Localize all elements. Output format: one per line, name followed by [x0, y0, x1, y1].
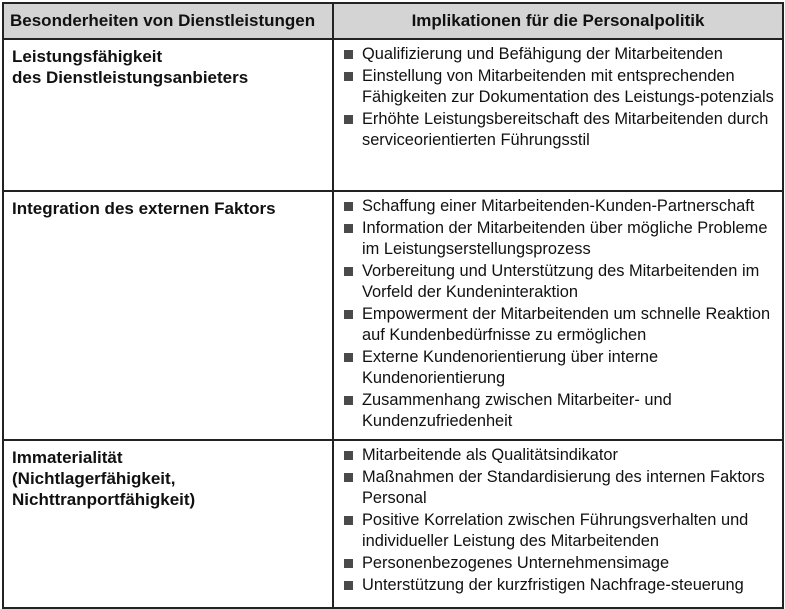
list-item	[342, 218, 776, 260]
list-item-text: Empowerment der Mitarbeitenden um schnelle Reaktion auf Kundenbedürfnisse zu ermöglichen	[362, 305, 771, 344]
list-item-text: Zusammenhang zwischen Mitarbeiter- und Kundenzufriedenheit	[362, 391, 672, 430]
list-item-text: Maßnahmen der Standardisierung des internen Faktors Personal	[362, 468, 765, 507]
feature-cell: Leistungsfähigkeit des Dienstleistungsanbieters	[3, 39, 333, 191]
feature-cell: Integration des externen Faktors	[3, 191, 333, 440]
feature-cell: Immaterialität (Nichtlagerfähigkeit, Nichttranportfähigkeit)	[3, 440, 333, 608]
implications-list	[342, 196, 776, 432]
table-row	[3, 191, 783, 440]
bullet-square-icon	[344, 353, 353, 362]
bullet-square-icon	[344, 396, 353, 405]
list-item	[342, 390, 776, 432]
list-item	[342, 467, 776, 509]
bullet-square-icon	[344, 224, 353, 233]
implications-list	[342, 445, 776, 596]
implications-cell	[333, 191, 783, 440]
list-item	[342, 553, 776, 574]
list-item	[342, 304, 776, 346]
bullet-square-icon	[344, 72, 353, 81]
bullet-square-icon	[344, 516, 353, 525]
list-item-text: Positive Korrelation zwischen Führungsverhalten und individueller Leistung des Mitarbeitenden	[362, 511, 749, 550]
list-item	[342, 66, 776, 108]
bullet-square-icon	[344, 451, 353, 460]
bullet-square-icon	[344, 115, 353, 124]
bullet-square-icon	[344, 202, 353, 211]
list-item-text: Einstellung von Mitarbeitenden mit entsprechenden Fähigkeiten zur Dokumentation des Leistungs-potenzials	[362, 67, 774, 106]
list-item-text: Qualifizierung und Befähigung der Mitarbeitenden	[362, 45, 723, 63]
bullet-square-icon	[344, 50, 353, 59]
list-item	[342, 445, 776, 466]
list-item	[342, 109, 776, 151]
bullet-square-icon	[344, 310, 353, 319]
implications-cell	[333, 440, 783, 608]
list-item	[342, 347, 776, 389]
bullet-square-icon	[344, 559, 353, 568]
list-item-text: Externe Kundenorientierung über interne Kundenorientierung	[362, 348, 659, 387]
header-features: Besonderheiten von Dienstleistungen	[3, 3, 333, 39]
table-row	[3, 39, 783, 191]
implications-cell	[333, 39, 783, 191]
table-row	[3, 440, 783, 608]
list-item	[342, 510, 776, 552]
bullet-square-icon	[344, 473, 353, 482]
header-row	[3, 3, 783, 39]
list-item	[342, 44, 776, 65]
list-item	[342, 261, 776, 303]
bullet-square-icon	[344, 581, 353, 590]
list-item-text: Unterstützung der kurzfristigen Nachfrage-steuerung	[362, 576, 744, 594]
list-item-text: Schaffung einer Mitarbeitenden-Kunden-Partnerschaft	[362, 197, 755, 215]
list-item-text: Vorbereitung und Unterstützung des Mitarbeitenden im Vorfeld der Kundeninteraktion	[362, 262, 760, 301]
list-item	[342, 196, 776, 217]
list-item-text: Personenbezogenes Unternehmensimage	[362, 554, 670, 572]
header-implications: Implikationen für die Personalpolitik	[333, 3, 783, 39]
list-item-text: Erhöhte Leistungsbereitschaft des Mitarbeitenden durch serviceorientierten Führungsstil	[362, 110, 769, 149]
implications-list	[342, 44, 776, 151]
list-item	[342, 575, 776, 596]
list-item-text: Information der Mitarbeitenden über mögliche Probleme im Leistungserstellungsprozess	[362, 219, 768, 258]
bullet-square-icon	[344, 267, 353, 276]
list-item-text: Mitarbeitende als Qualitätsindikator	[362, 446, 619, 464]
services-hr-implications-table	[2, 2, 784, 609]
